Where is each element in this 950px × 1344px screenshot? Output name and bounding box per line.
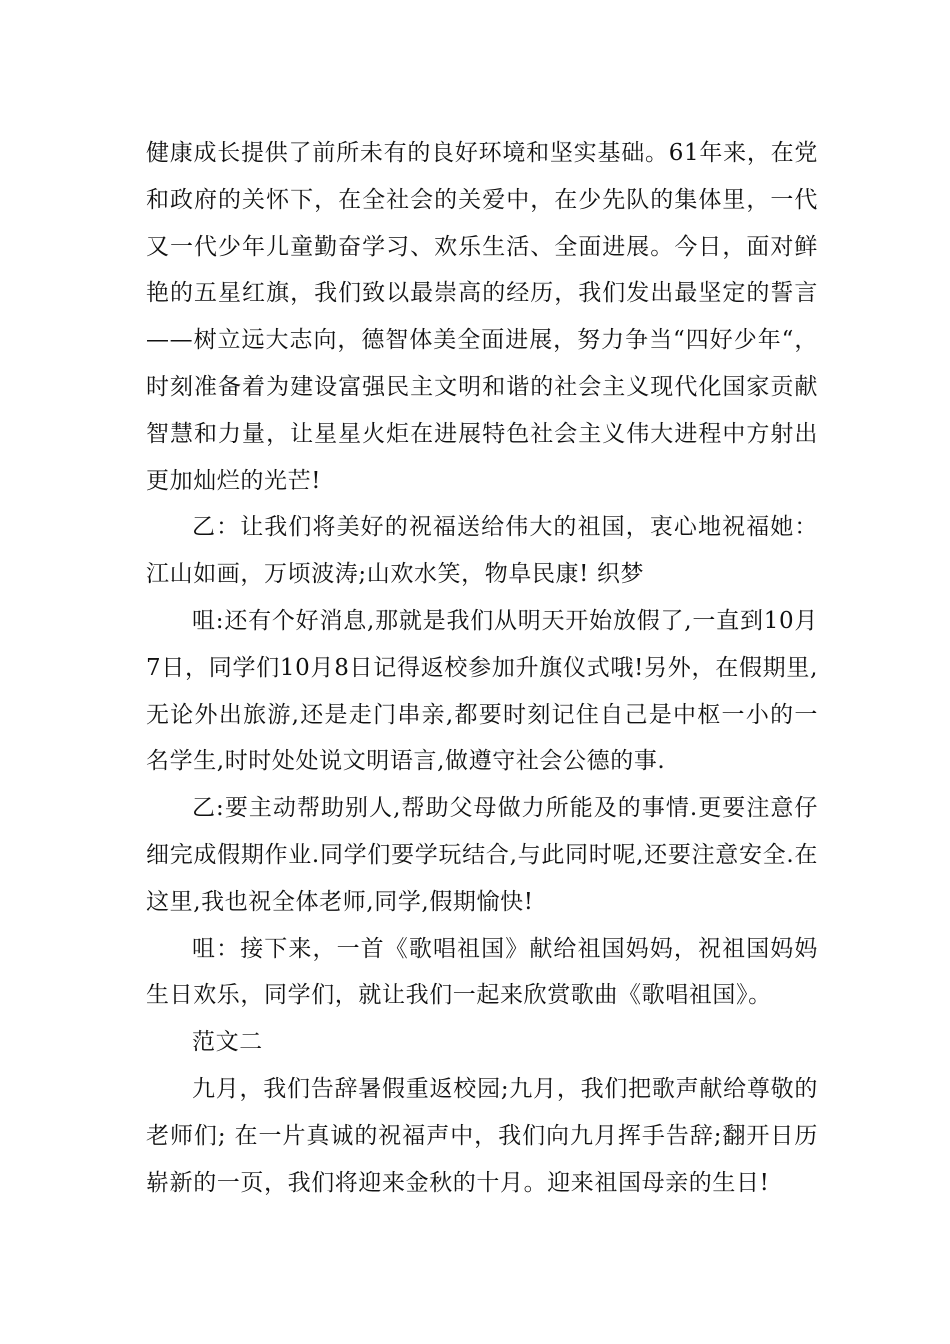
document-body: [146, 130, 818, 1206]
paragraph-yi-reminder: 乙:要主动帮助别人,帮助父母做力所能及的事情.更要注意仔细完成假期作业.同学们要学玩结合,与此同时呢,还要注意安全.在这里,我也祝全体老师,同学,假期愉快!: [146, 795, 819, 915]
paragraph-yi-blessing: 乙：让我们将美好的祝福送给伟大的祖国，衷心地祝福她：江山如画，万顷波涛;山欢水笑，物阜民康! 织梦: [146, 514, 818, 588]
paragraph-ju-song: 咀：接下来，一首《歌唱祖国》献给祖国妈妈，祝祖国妈妈生日欢乐，同学们，就让我们一起来欣赏歌曲《歌唱祖国》。: [146, 935, 818, 1009]
paragraph-continuation: 健康成长提供了前所未有的良好环境和坚实基础。61年来，在党和政府的关怀下，在全社会的关爱中，在少先队的集体里，一代又一代少年儿童勤奋学习、欢乐生活、全面进展。今日，面对鲜艳的五星红旗，我们致以最崇高的经历，我们发出最坚定的誓言——树立远大志向，德智体美全面进展，努力争当“四好少年“，时刻准备着为建设富强民主文明和谐的社会主义现代化国家贡献智慧和力量，让星星火炬在进展特色社会主义伟大进程中方射出更加灿烂的光芒!: [146, 140, 818, 494]
paragraph-ju-holiday-news: 咀:还有个好消息,那就是我们从明天开始放假了,一直到10月7日，同学们10月8日记得返校参加升旗仪式哦!另外，在假期里,无论外出旅游,还是走门串亲,都要时刻记住自己是中枢一小的一名学生,时时处处说文明语言,做遵守社会公德的事.: [146, 607, 818, 775]
section-heading-fanwen-er: 范文二: [192, 1029, 263, 1056]
paragraph-september: 九月，我们告辞暑假重返校园;九月，我们把歌声献给尊敬的老师们; 在一片真诚的祝福声中，我们向九月挥手告辞;翻开日历崭新的一页，我们将迎来金秋的十月。迎来祖国母亲的生日!: [146, 1075, 818, 1196]
